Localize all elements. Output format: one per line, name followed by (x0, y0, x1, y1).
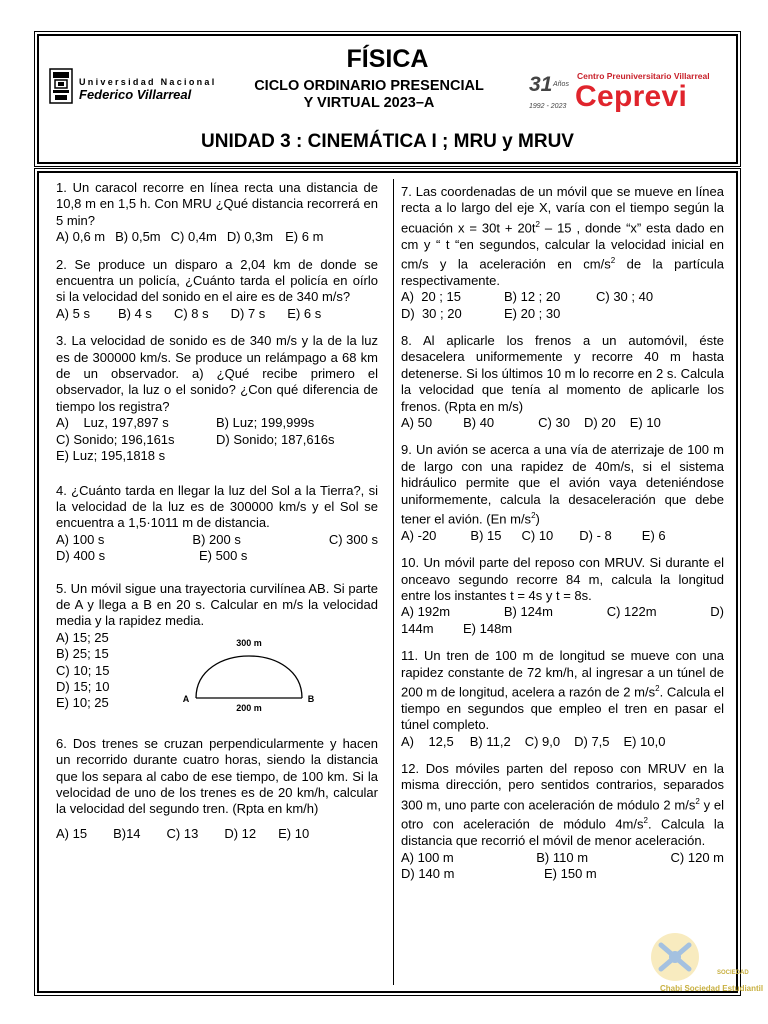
question-8 (401, 333, 724, 431)
question-12 (401, 761, 724, 883)
options-row (401, 604, 724, 620)
option-b: B) 25; 15 (56, 646, 109, 662)
point-a-label: A (182, 693, 190, 704)
option-d: D) 12 (224, 825, 257, 841)
options-row (401, 528, 724, 544)
option-a: A) 100 m (401, 849, 454, 865)
option-c: C) Sonido; 196,161s (56, 431, 175, 447)
option-d: D) 15; 10 (56, 678, 110, 694)
option-e: E) 10 (629, 414, 661, 430)
options-row (56, 432, 378, 448)
options-row (56, 548, 378, 564)
option-e: E) 148m (463, 620, 513, 636)
option-b: B) Luz; 199,999s (216, 415, 315, 431)
watermark-emblem-icon (645, 927, 705, 987)
option-a: A) 100 s (56, 531, 105, 547)
option-b: B) 124m (503, 604, 553, 620)
cycle-label (229, 78, 509, 112)
question-10 (401, 555, 724, 637)
column-divider (393, 179, 394, 985)
option-c: C) 122m (606, 604, 657, 620)
ceprevi-anniversary: 31 (529, 73, 553, 96)
question-4 (56, 483, 378, 565)
option-b: B) 110 m (536, 849, 589, 865)
question-7 (401, 184, 724, 322)
arc-label: 300 m (236, 637, 262, 648)
question-1 (56, 180, 378, 246)
options-row (401, 621, 724, 637)
option-d: D) (710, 604, 724, 620)
option-b: B) 40 (463, 414, 495, 430)
option-b: B) 15 (470, 527, 502, 543)
ceprevi-center-name: Centro Preuniversitario Villarreal (577, 71, 710, 81)
question-text: 12. Dos móviles parten del reposo con MRUV en la misma dirección, pero sentidos contrarios, separados 300 m, uno parte con aceleración de módulo 2 $m/s^2$ y el otro con aceleración de módulo $4m/s^2$. Calcula la distancia que recorrió el móvil de menor aceleración. (401, 760, 725, 849)
question-5-body (56, 630, 378, 720)
option-c: C) 10; 15 (56, 662, 110, 678)
left-column (56, 180, 378, 853)
option-b: B) 4 s (117, 305, 152, 321)
options-row (56, 826, 378, 842)
option-b: B) 0,5m (115, 229, 161, 245)
option-d: D) 0,3m (226, 229, 274, 245)
question-text: 7. Las coordenadas de un móvil que se mueve en línea recta a lo largo del eje X, varía con el tiempo según la ecuación $x = 30t + 20t^2 - 15$ , donde “x” esta dado en cm y “ t “en segundos, calcular la velocidad inicial en cm/s y la aceleración en $cm/s^2$ de la partícula respectivamente. (401, 184, 724, 288)
option-b: B) 200 s (192, 531, 241, 547)
option-e: E) 500 s (199, 548, 248, 564)
option-c: C) 120 m (670, 849, 724, 865)
question-text: 6. Dos trenes se cruzan perpendicularmente y hacen un recorrido durante cuatro horas, siendo la distancia que los separa al cabo de ese tiempo, de 100 km. Si la velocidad de uno de los trenes es de 20 km/h, calcular la velocidad del segundo tren. (Rpta en km/h) (56, 735, 378, 817)
question-2 (56, 257, 378, 323)
option-c: C) 30 ; 40 (596, 289, 654, 305)
question-text: 11. Un tren de 100 m de longitud se mueve con una rapidez constante de 72 km/h, al ingresar a un túnel de 200 m de longitud, acelera a razón de 2 $m/s^2$. Calcula el tiempo en segundos que empleo el tren en pasar el túnel completo. (401, 648, 725, 733)
question-9 (401, 442, 724, 544)
option-d: D) 400 s (56, 548, 106, 564)
watermark-line2: Chabi Sociedad Estudiantil (660, 984, 764, 993)
option-d: D) 7 s (230, 305, 266, 321)
unfv-line2: Federico Villarreal (79, 87, 192, 102)
option-a: A) 50 (401, 414, 433, 430)
question-6 (56, 736, 378, 842)
options-list (56, 630, 136, 712)
option-e: E) 20 ; 30 (504, 305, 561, 321)
right-column (401, 184, 724, 893)
options-row (56, 306, 378, 322)
option-d-value: 144m (401, 620, 434, 636)
trajectory-diagram (174, 636, 324, 712)
option-a: A) -20 (401, 527, 437, 543)
option-a: A) 192m (401, 604, 451, 620)
cycle-line2: Y VIRTUAL 2023–A (303, 95, 435, 111)
option-d: D) 20 (583, 414, 616, 430)
option-e: E) 6 (641, 527, 666, 543)
option-a: A) 12,5 (401, 733, 454, 749)
unit-title: UNIDAD 3 : CINEMÁTICA I ; MRU y MRUV (201, 131, 574, 152)
question-3 (56, 333, 378, 464)
option-e: E) 150 m (544, 866, 597, 881)
question-text: 8. Al aplicarle los frenos a un automóvil, éste desacelera uniformemente y recorre 40 m hasta detenerse. Si los últimos 10 m lo recorre en 2 s. Calcula la velocidad que tenía al momento de aplicarle los frenos. (Rpta en m/s) (401, 332, 724, 414)
option-e: E) 6 m (285, 229, 324, 245)
options-row (401, 415, 724, 431)
options-row (401, 734, 724, 750)
question-text: 4. ¿Cuánto tarda en llegar la luz del Sol a la Tierra?, si la velocidad de la luz es de 300000 km/s y el Sol se encuentra a 1,5·1011 m de distancia. (56, 482, 378, 531)
question-text: 10. Un móvil parte del reposo con MRUV. Si durante el onceavo segundo recorre 84 m, calcula la longitud entre los instantes t = 4s y t = 8s. (401, 555, 724, 603)
option-b: B) 12 ; 20 (504, 289, 561, 305)
option-c: C) 13 (166, 825, 199, 841)
option-c: C) 30 (538, 414, 570, 430)
option-d: D) Sonido; 187,616s (216, 431, 335, 447)
option-b: B) 11,2 (469, 733, 511, 749)
ceprevi-name: Ceprevi (575, 80, 688, 113)
option-c: C) 300 s (328, 531, 378, 547)
options-row (56, 415, 378, 431)
options-row (401, 866, 724, 882)
option-e: E) Luz; 195,1818 s (56, 448, 166, 464)
trajectory-arc (196, 656, 302, 698)
option-e: E) 10 (278, 825, 310, 841)
options-row (401, 850, 724, 866)
options-row (56, 448, 378, 464)
options-row (56, 229, 378, 245)
option-a: A) 15; 25 (56, 629, 109, 645)
question-text: 1. Un caracol recorre en línea recta una distancia de 10,8 m en 1,5 h. Con MRU ¿Qué distancia recorrerá en 5 min? (56, 180, 378, 228)
option-c: C) 9,0 (524, 733, 561, 749)
content-box (37, 171, 738, 993)
option-c: C) 10 (521, 527, 554, 543)
option-e: E) 10,0 (623, 733, 666, 749)
ceprevi-anos: Años (553, 81, 569, 88)
option-a: A) Luz, 197,897 s (56, 415, 169, 431)
cycle-line1: CICLO ORDINARIO PRESENCIAL (254, 78, 484, 94)
option-d: D) 30 ; 20 (401, 305, 462, 321)
ceprevi-years: 1992 - 2023 (529, 103, 567, 110)
option-a: A) 15 (56, 825, 88, 841)
question-text: 2. Se produce un disparo a 2,04 km de donde se encuentra un policía, ¿Cuánto tarda el policía en oírlo si la velocidad del sonido en el aire es de 340 m/s? (56, 256, 378, 305)
option-b: B)14 (113, 825, 141, 841)
watermark (615, 922, 764, 1002)
header-box (37, 34, 738, 164)
question-text: 9. Un avión se acerca a una vía de aterrizaje de 100 m de largo con una rapidez de 40m/s, si el sistema hidráulico permite que el avión vaya deteniéndose uniformemente, calcula la desaceleración que debe tener el avión. (En $m/s^2$) (401, 442, 724, 527)
question-11 (401, 648, 724, 750)
options-row (56, 532, 378, 548)
option-d: D) 140 m (401, 866, 455, 881)
page-title: FÍSICA (346, 45, 429, 73)
question-text: 3. La velocidad de sonido es de 340 m/s y la de la luz es de 300000 km/s. Se produce un relámpago a 68 km de un observador. a) ¿Qué recibe primero el observador, la luz o el sonido? ¿Con qué diferencia de tiempo los registra? (56, 333, 378, 414)
option-e: E) 6 s (287, 305, 322, 321)
option-a: A) 0,6 m (56, 229, 106, 245)
option-a: A) 20 ; 15 (401, 289, 461, 305)
question-text: 5. Un móvil sigue una trayectoria curvilínea AB. Si parte de A y llega a B en 20 s. Calcular en m/s la velocidad media y la rapidez media. (56, 580, 378, 629)
option-d: D) 7,5 (574, 733, 610, 749)
watermark-line1: SOCIEDAD (717, 970, 749, 976)
options-row (401, 306, 724, 322)
ceprevi-logo (529, 69, 719, 119)
option-c: C) 0,4m (170, 229, 217, 245)
options-row (401, 289, 724, 305)
option-d: D) - 8 (579, 527, 612, 543)
option-c: C) 8 s (173, 305, 209, 321)
option-a: A) 5 s (56, 305, 90, 321)
point-b-label: B (307, 693, 315, 704)
base-label: 200 m (236, 702, 262, 712)
option-e: E) 10; 25 (56, 695, 109, 711)
question-5 (56, 581, 378, 720)
unfv-line1: Universidad Nacional (79, 77, 217, 87)
